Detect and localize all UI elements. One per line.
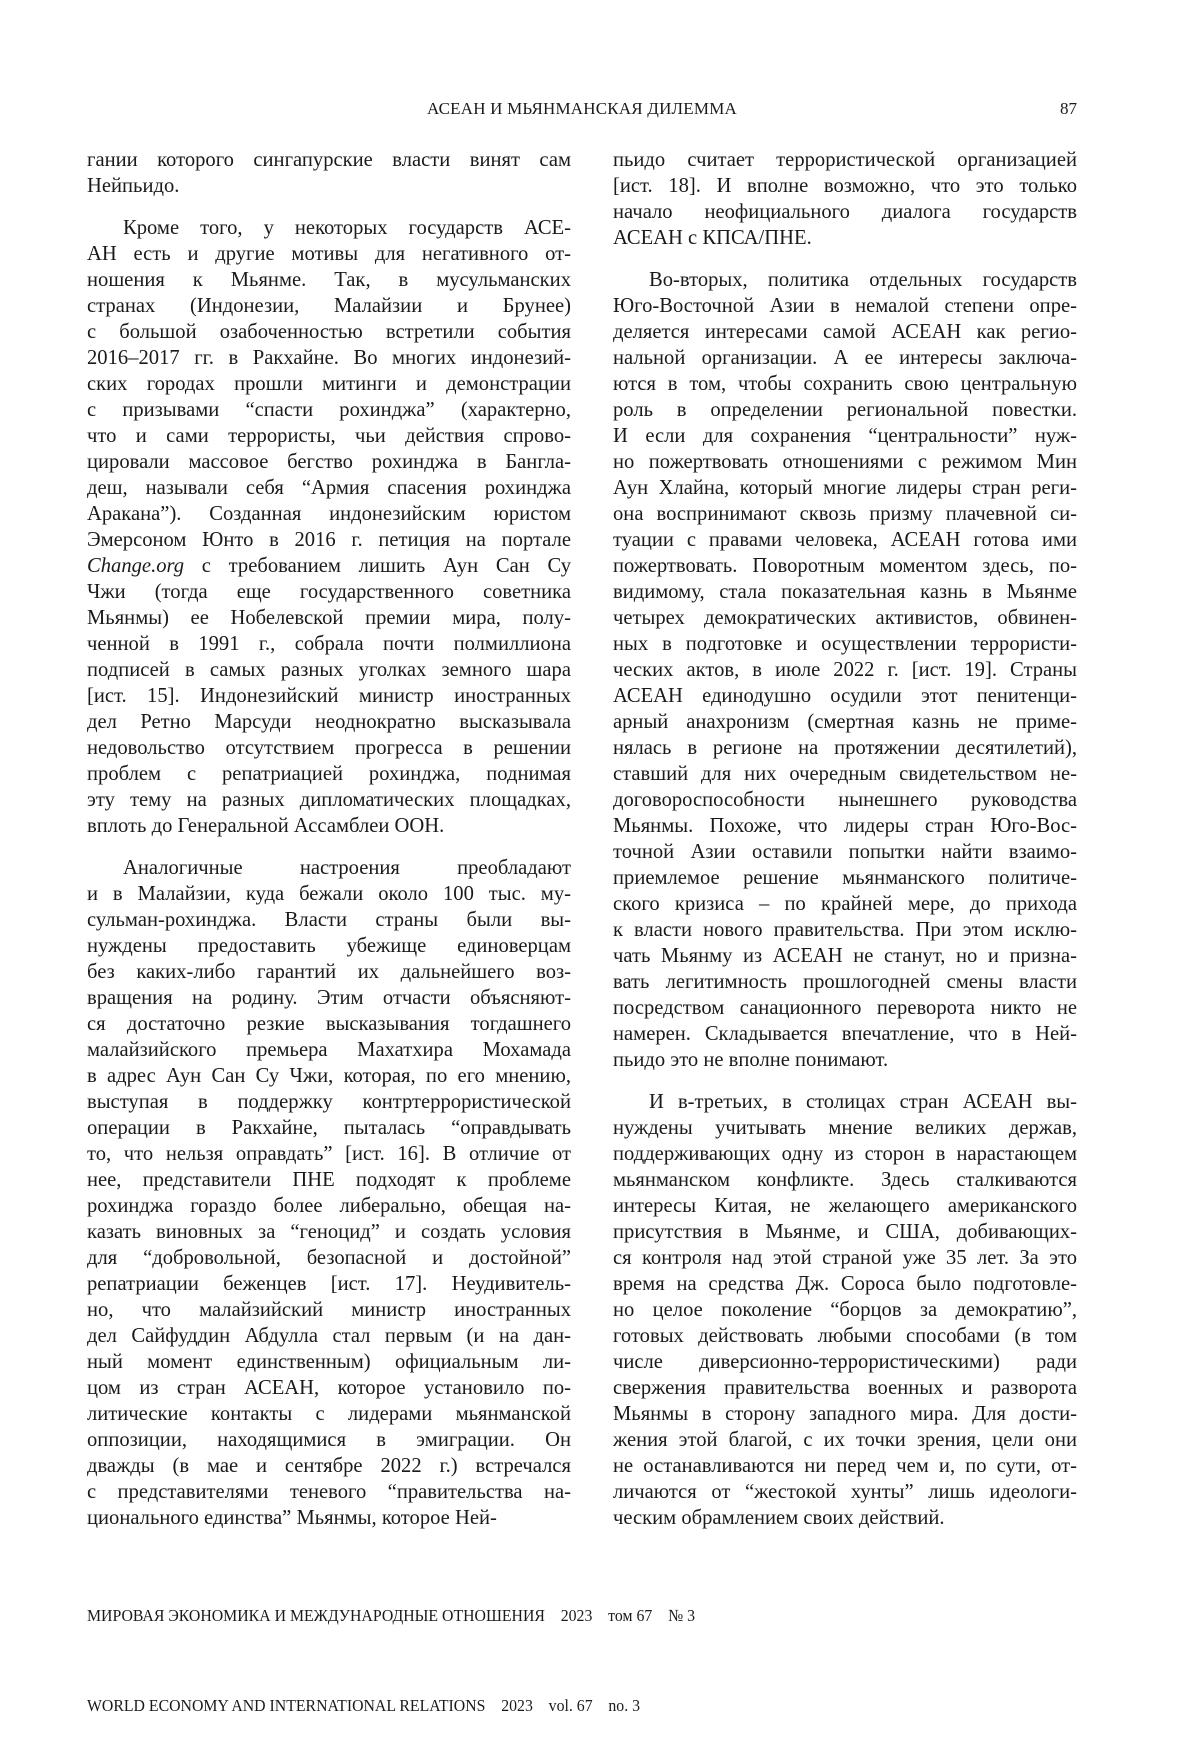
text-line: нуждены предоставить убежище единоверцам: [87, 933, 571, 959]
text-line: Нейпьидо.: [87, 173, 571, 199]
text-line: странах (Индонезии, Малайзии и Брунее): [87, 293, 571, 319]
text-line: ческим обрамлением своих действий.: [613, 1505, 1077, 1531]
text-line: рохинджа гораздо более либерально, обещая на-: [87, 1193, 571, 1219]
text-line: ных в подготовке и осуществлении террористи-: [613, 631, 1077, 657]
text-line: подписей в самых разных уголках земного шара: [87, 657, 571, 683]
text-line: с большой озабоченностью встретили события: [87, 319, 571, 345]
column-left: [87, 147, 571, 1547]
text-line: ционального единства” Мьянмы, которое Ней-: [87, 1505, 571, 1531]
text-line: нуждены учитывать мнение великих держав,: [613, 1115, 1077, 1141]
text-line: ческих актов, в июле 2022 г. [ист. 19]. Страны: [613, 657, 1077, 683]
footer-journal-en: WORLD ECONOMY AND INTERNATIONAL RELATIONS 2023 vol. 67 no. 3: [87, 1691, 695, 1721]
paragraph: [87, 215, 571, 839]
text-line: вплоть до Генеральной Ассамблеи ООН.: [87, 813, 571, 839]
text-line: недовольство отсутствием прогресса в решении: [87, 735, 571, 761]
text-line: нее, представители ПНЕ подходят к проблеме: [87, 1167, 571, 1193]
text-line: но, что малайзийский министр иностранных: [87, 1297, 571, 1323]
text-line: она воспринимают сквозь призму плачевной си-: [613, 501, 1077, 527]
text-line: эту тему на разных дипломатических площадках,: [87, 787, 571, 813]
running-title: АСЕАН И МЬЯНМАНСКАЯ ДИЛЕМMA: [87, 97, 1077, 121]
text-line: четырех демократических активистов, обвинен-: [613, 605, 1077, 631]
running-header: [87, 97, 1077, 121]
paragraph: [613, 1089, 1077, 1531]
text-line: Аналогичные настроения преобладают: [87, 855, 571, 881]
text-line: проблем с репатриацией рохинджа, поднимая: [87, 761, 571, 787]
text-line: [ист. 18]. И вполне возможно, что это только: [613, 173, 1077, 199]
text-line: операции в Ракхайне, пыталась “оправдывать: [87, 1115, 571, 1141]
text-line: мьянманском конфликте. Здесь сталкиваются: [613, 1167, 1077, 1193]
text-line: посредством санационного переворота никто не: [613, 995, 1077, 1021]
text-line: Аракана”). Созданная индонезийским юристом: [87, 501, 571, 527]
text-line: выступая в поддержку контртеррористической: [87, 1089, 571, 1115]
footer-journal-ru: МИРОВАЯ ЭКОНОМИКА И МЕЖДУНАРОДНЫЕ ОТНОШЕНИЯ 2023 том 67 № 3: [87, 1601, 695, 1631]
text-line: арный анахронизм (смертная казнь не приме-: [613, 709, 1077, 735]
text-line: дважды (в мае и сентябре 2022 г.) встречался: [87, 1453, 571, 1479]
paragraph: [87, 147, 571, 199]
text-line: пьидо это не вполне понимают.: [613, 1047, 1077, 1073]
text-line: ского кризиса – по крайней мере, до прихода: [613, 891, 1077, 917]
text-line: казать виновных за “геноцид” и создать условия: [87, 1219, 571, 1245]
text-line: ся контроля над этой страной уже 35 лет. За это: [613, 1245, 1077, 1271]
paragraph: [87, 855, 571, 1531]
text-line: деляется интересами самой АСЕАН как регио-: [613, 319, 1077, 345]
paragraph: [613, 147, 1077, 251]
text-line: Юго-Восточной Азии в немалой степени опре-: [613, 293, 1077, 319]
text-line: свержения правительства военных и разворота: [613, 1375, 1077, 1401]
text-line: то, что нельзя оправдать” [ист. 16]. В отличие от: [87, 1141, 571, 1167]
text-line: ются в том, чтобы сохранить свою центральную: [613, 371, 1077, 397]
column-right: [613, 147, 1077, 1547]
text-line: но целое поколение “борцов за демократию”,: [613, 1297, 1077, 1323]
text-line: АСЕАН с КПСА/ПНЕ.: [613, 225, 1077, 251]
text-line: оппозиции, находящимися в эмиграции. Он: [87, 1427, 571, 1453]
text-line: ношения к Мьянме. Так, в мусульманских: [87, 267, 571, 293]
text-line: но пожертвовать отношениями с режимом Мин: [613, 449, 1077, 475]
journal-footer: [87, 1541, 741, 1751]
text-line: дел Сайфуддин Абдулла стал первым (и на дан-: [87, 1323, 571, 1349]
italic-text: Change.org: [87, 555, 184, 577]
text-line: сульман-рохинджа. Власти страны были вы-: [87, 907, 571, 933]
text-line: без каких-либо гарантий их дальнейшего воз-: [87, 959, 571, 985]
text-line: литические контакты с лидерами мьянманской: [87, 1401, 571, 1427]
text-line: ставший для них очередным свидетельством не-: [613, 761, 1077, 787]
text-line: И в-третьих, в столицах стран АСЕАН вы-: [613, 1089, 1077, 1115]
text-line: точной Азии оставили попытки найти взаимо-: [613, 839, 1077, 865]
text-line: Чжи (тогда еще государственного советника: [87, 579, 571, 605]
text-line: интересы Китая, не желающего американского: [613, 1193, 1077, 1219]
text-line: нальной организации. А ее интересы заключа-: [613, 345, 1077, 371]
text-line: договороспособности нынешнего руководства: [613, 787, 1077, 813]
text-line: цом из стран АСЕАН, которое установило по-: [87, 1375, 571, 1401]
text-line: гании которого сингапурские власти винят сам: [87, 147, 571, 173]
text-line: цировали массовое бегство рохинджа в Бангла-: [87, 449, 571, 475]
text-line: присутствия в Мьянме, и США, добивающих-: [613, 1219, 1077, 1245]
text-line: [87, 553, 571, 579]
text-line: вать легитимность прошлогодней смены власти: [613, 969, 1077, 995]
text-line: для “добровольной, безопасной и достойной”: [87, 1245, 571, 1271]
text-line: поддерживающих одну из сторон в нарастающем: [613, 1141, 1077, 1167]
text-line: ный момент единственным) официальным ли-: [87, 1349, 571, 1375]
text-segment: с требованием лишить Аун Сан Су: [184, 555, 571, 577]
text-line: 2016–2017 гг. в Ракхайне. Во многих индонезий-: [87, 345, 571, 371]
text-line: Эмерсоном Юнто в 2016 г. петиция на портале: [87, 527, 571, 553]
text-line: Кроме того, у некоторых государств АСЕ-: [87, 215, 571, 241]
text-line: время на средства Дж. Сороса было подготовле-: [613, 1271, 1077, 1297]
text-line: малайзийского премьера Махатхира Мохамада: [87, 1037, 571, 1063]
text-line: ся достаточно резкие высказывания тогдашнего: [87, 1011, 571, 1037]
text-line: готовых действовать любыми способами (в том: [613, 1323, 1077, 1349]
text-line: и в Малайзии, куда бежали около 100 тыс. му-: [87, 881, 571, 907]
text-line: жения этой благой, с их точки зрения, цели они: [613, 1427, 1077, 1453]
page-number: 87: [1060, 97, 1077, 121]
text-line: видимому, стала показательная казнь в Мьянме: [613, 579, 1077, 605]
text-line: что и сами террористы, чьи действия спрово-: [87, 423, 571, 449]
text-line: АСЕАН единодушно осудили этот пенитенци-: [613, 683, 1077, 709]
text-line: Мьянмы. Похоже, что лидеры стран Юго-Вос-: [613, 813, 1077, 839]
text-line: нялась в регионе на протяжении десятилетий),: [613, 735, 1077, 761]
text-line: числе диверсионно-террористическими) ради: [613, 1349, 1077, 1375]
text-line: [ист. 15]. Индонезийский министр иностранных: [87, 683, 571, 709]
text-line: АН есть и другие мотивы для негативного от-: [87, 241, 571, 267]
text-line: личаются от “жестокой хунты” лишь идеологи-: [613, 1479, 1077, 1505]
text-line: ских городах прошли митинги и демонстрации: [87, 371, 571, 397]
text-line: приемлемое решение мьянманского политиче-: [613, 865, 1077, 891]
paragraph: [613, 267, 1077, 1073]
text-line: И если для сохранения “центральности” нуж-: [613, 423, 1077, 449]
text-line: Во-вторых, политика отдельных государств: [613, 267, 1077, 293]
text-line: Мьянмы) ее Нобелевской премии мира, полу-: [87, 605, 571, 631]
text-line: репатриации беженцев [ист. 17]. Неудивитель-: [87, 1271, 571, 1297]
text-line: дел Ретно Марсуди неоднократно высказывала: [87, 709, 571, 735]
text-line: Мьянмы в сторону западного мира. Для дости-: [613, 1401, 1077, 1427]
text-line: с представителями теневого “правительства на-: [87, 1479, 571, 1505]
text-line: туации с правами человека, АСЕАН готова ими: [613, 527, 1077, 553]
text-line: намерен. Складывается впечатление, что в Ней-: [613, 1021, 1077, 1047]
text-line: в адрес Аун Сан Су Чжи, которая, по его мнению,: [87, 1063, 571, 1089]
text-line: ченной в 1991 г., собрала почти полмиллиона: [87, 631, 571, 657]
text-line: с призывами “спасти рохинджа” (характерно,: [87, 397, 571, 423]
text-line: деш, называли себя “Армия спасения рохинджа: [87, 475, 571, 501]
text-line: пожертвовать. Поворотным моментом здесь, по-: [613, 553, 1077, 579]
text-line: чать Мьянму из АСЕАН не станут, но и призна-: [613, 943, 1077, 969]
text-line: не останавливаются ни перед чем и, по сути, от-: [613, 1453, 1077, 1479]
text-line: начало неофициального диалога государств: [613, 199, 1077, 225]
text-line: пьидо считает террористической организацией: [613, 147, 1077, 173]
text-line: к власти нового правительства. При этом исклю-: [613, 917, 1077, 943]
text-line: вращения на родину. Этим отчасти объясняют-: [87, 985, 571, 1011]
text-line: Аун Хлайна, который многие лидеры стран реги-: [613, 475, 1077, 501]
text-line: роль в определении региональной повестки.: [613, 397, 1077, 423]
